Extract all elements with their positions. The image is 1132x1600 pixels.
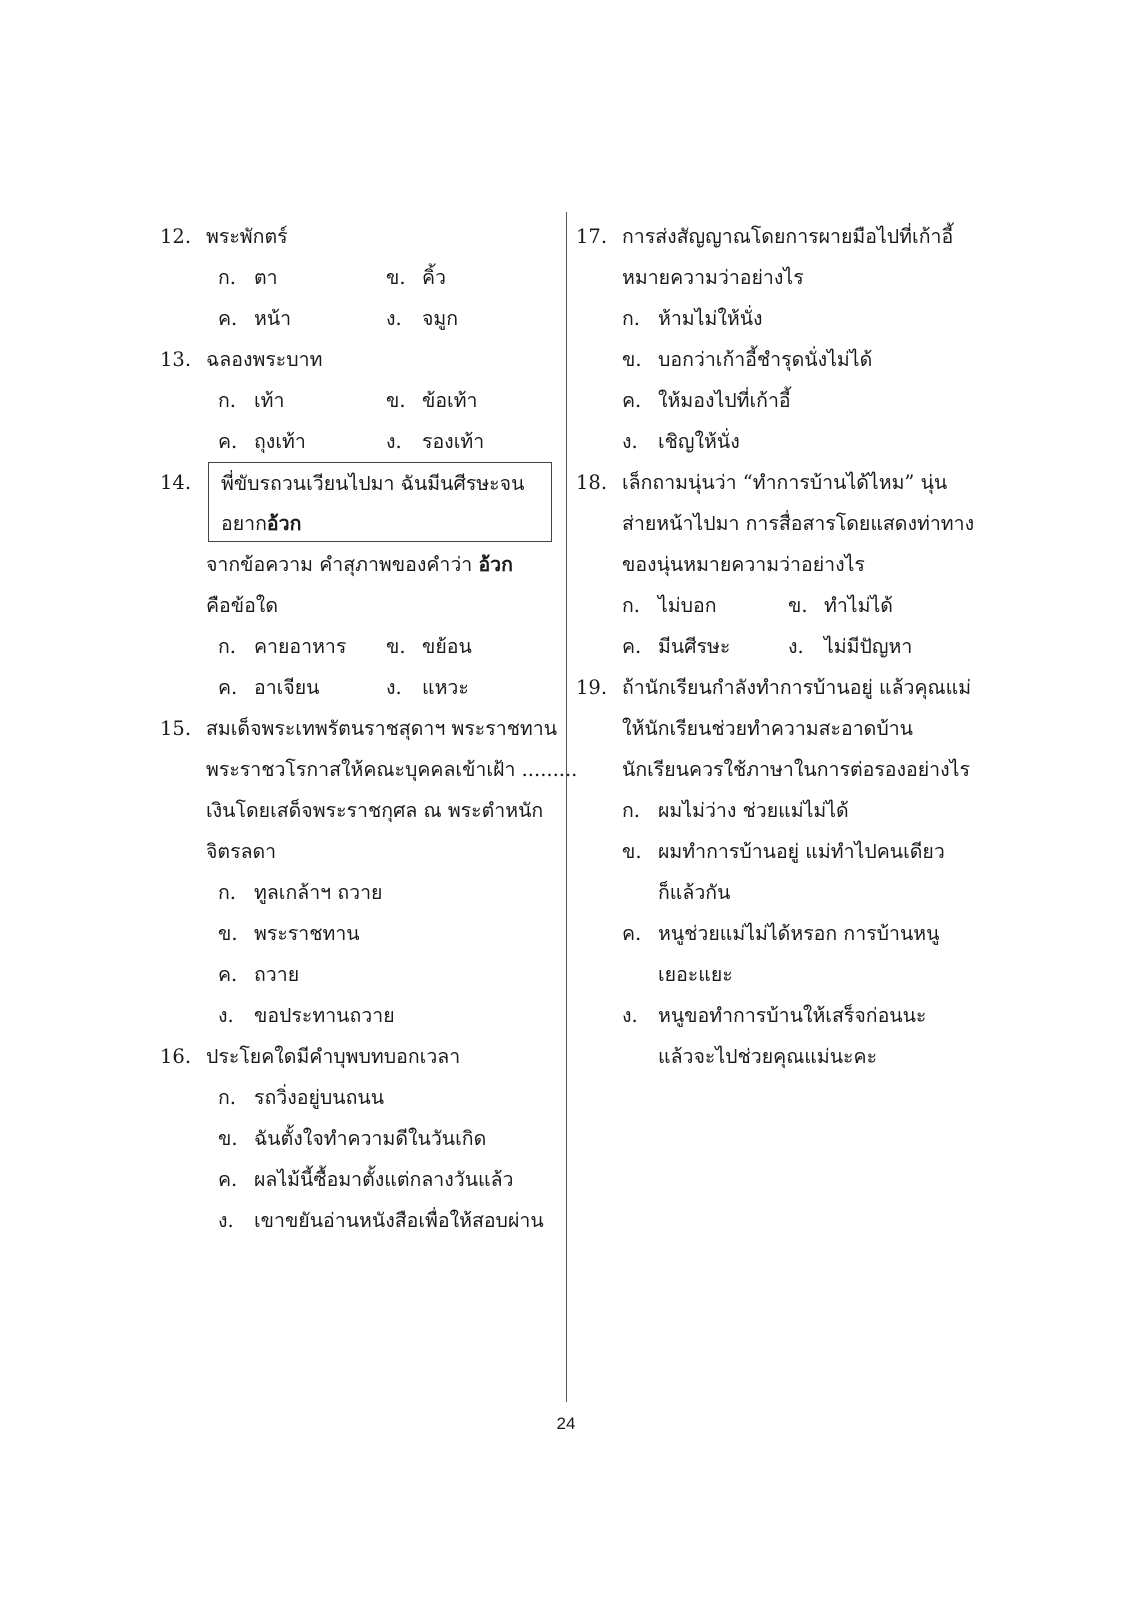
question-text-line: จากข้อความ คำสุภาพของคำว่า อ้วก — [206, 553, 513, 576]
option-a[interactable]: ก. ห้ามไม่ให้นั่ง — [622, 307, 763, 330]
option-c[interactable]: ค. ถุงเท้า — [218, 430, 306, 453]
question-16 — [160, 1036, 552, 1077]
option-b[interactable]: ข. ข้อเท้า — [386, 389, 478, 412]
question-text: การส่งสัญญาณโดยการผายมือไปที่เก้าอี้ — [622, 225, 954, 248]
highlight-word: อ้วก — [478, 553, 513, 576]
question-17 — [576, 216, 976, 257]
option-c[interactable]: ค. ถวาย — [218, 963, 300, 986]
options-row — [576, 585, 976, 626]
option-b[interactable]: ข. ฉันตั้งใจทำความดีในวันเกิด — [218, 1127, 487, 1150]
quote-line-2: อยากอ้วก — [221, 512, 302, 535]
right-column — [576, 216, 976, 1077]
option-b[interactable]: ข. ผมทำการบ้านอยู่ แม่ทำไปคนเดียว — [622, 840, 945, 863]
option-d[interactable]: ง. ขอประทานถวาย — [218, 1004, 395, 1027]
question-text-line: เงินโดยเสด็จพระราชกุศล ณ พระตำหนัก — [206, 799, 544, 822]
option-a[interactable]: ก. ผมไม่ว่าง ช่วยแม่ไม่ได้ — [622, 799, 849, 822]
question-text-line: จิตรลดา — [206, 840, 277, 863]
options-row — [160, 298, 552, 339]
left-column — [160, 216, 578, 1241]
column-divider — [566, 212, 567, 1402]
question-number: 12. — [160, 225, 192, 248]
option-d[interactable]: ง. หนูขอทำการบ้านให้เสร็จก่อนนะ — [622, 1004, 927, 1027]
question-text: สมเด็จพระเทพรัตนราชสุดาฯ พระราชทาน — [206, 717, 558, 740]
option-d[interactable]: ง. จมูก — [386, 307, 459, 330]
question-number: 19. — [576, 676, 608, 699]
option-d[interactable]: ง. แหวะ — [386, 676, 469, 699]
option-c[interactable]: ค. มีนศีรษะ — [622, 635, 731, 658]
question-text-line: พระราชวโรกาสให้คณะบุคคลเข้าเฝ้า ......... — [206, 758, 578, 781]
option-b[interactable]: ข. ขย้อน — [386, 635, 472, 658]
option-d[interactable]: ง. เขาขยันอ่านหนังสือเพื่อให้สอบผ่าน — [218, 1209, 544, 1232]
options-row — [160, 257, 552, 298]
options-row — [160, 667, 552, 708]
option-c[interactable]: ค. ให้มองไปที่เก้าอี้ — [622, 389, 791, 412]
question-text: ฉลองพระบาท — [206, 348, 323, 371]
option-a[interactable]: ก. ตา — [218, 266, 278, 289]
option-b[interactable]: ข. คิ้ว — [386, 266, 446, 289]
quote-line-1: พี่ขับรถวนเวียนไปมา ฉันมีนศีรษะจน — [221, 472, 525, 495]
question-number: 16. — [160, 1045, 192, 1068]
option-c[interactable]: ค. หนูช่วยแม่ไม่ได้หรอก การบ้านหนู — [622, 922, 940, 945]
question-13 — [160, 339, 552, 380]
option-a[interactable]: ก. ทูลเกล้าฯ ถวาย — [218, 881, 383, 904]
question-text-line: นักเรียนควรใช้ภาษาในการต่อรองอย่างไร — [622, 758, 970, 781]
question-number: 14. — [160, 471, 192, 494]
options-row — [160, 421, 552, 462]
option-a[interactable]: ก. รถวิ่งอยู่บนถนน — [218, 1086, 385, 1109]
highlight-word: อ้วก — [266, 512, 302, 535]
option-a[interactable]: ก. เท้า — [218, 389, 285, 412]
option-d[interactable]: ง. เชิญให้นั่ง — [622, 430, 740, 453]
question-text-line: ให้นักเรียนช่วยทำความสะอาดบ้าน — [622, 717, 913, 740]
question-19 — [576, 667, 976, 708]
options-row — [160, 380, 552, 421]
question-text-line: คือข้อใด — [206, 594, 278, 617]
option-d[interactable]: ง. ไม่มีปัญหา — [788, 635, 913, 658]
options-row — [160, 626, 552, 667]
option-a[interactable]: ก. ไม่บอก — [622, 594, 717, 617]
options-row — [576, 626, 976, 667]
option-c[interactable]: ค. อาเจียน — [218, 676, 320, 699]
question-number: 18. — [576, 471, 608, 494]
question-text: ถ้านักเรียนกำลังทำการบ้านอยู่ แล้วคุณแม่ — [622, 676, 972, 699]
question-18 — [576, 462, 976, 503]
question-text: เล็กถามนุ่นว่า “ทำการบ้านได้ไหม” นุ่น — [622, 471, 948, 494]
question-text-line: หมายความว่าอย่างไร — [622, 266, 804, 289]
option-d-cont: แล้วจะไปช่วยคุณแม่นะคะ — [658, 1045, 878, 1068]
quote-box — [208, 462, 552, 542]
question-text-line: ของนุ่นหมายความว่าอย่างไร — [622, 553, 865, 576]
option-b-cont: ก็แล้วกัน — [658, 881, 731, 904]
question-14 — [160, 462, 552, 544]
question-15 — [160, 708, 558, 749]
option-d[interactable]: ง. รองเท้า — [386, 430, 485, 453]
option-b[interactable]: ข. บอกว่าเก้าอี้ชำรุดนั่งไม่ได้ — [622, 348, 873, 371]
question-number: 17. — [576, 225, 608, 248]
question-number: 15. — [160, 717, 192, 740]
question-number: 13. — [160, 348, 192, 371]
question-text: พระพักตร์ — [206, 225, 288, 248]
page-number: 24 — [556, 1414, 576, 1433]
question-text: ประโยคใดมีคำบุพบทบอกเวลา — [206, 1045, 461, 1068]
option-c[interactable]: ค. หน้า — [218, 307, 292, 330]
option-c[interactable]: ค. ผลไม้นี้ซื้อมาตั้งแต่กลางวันแล้ว — [218, 1168, 514, 1191]
question-12 — [160, 216, 552, 257]
option-a[interactable]: ก. คายอาหาร — [218, 635, 347, 658]
option-c-cont: เยอะแยะ — [658, 963, 733, 986]
option-b[interactable]: ข. พระราชทาน — [218, 922, 360, 945]
option-b[interactable]: ข. ทำไม่ได้ — [788, 594, 893, 617]
question-text-line: ส่ายหน้าไปมา การสื่อสารโดยแสดงท่าทาง — [622, 512, 975, 535]
